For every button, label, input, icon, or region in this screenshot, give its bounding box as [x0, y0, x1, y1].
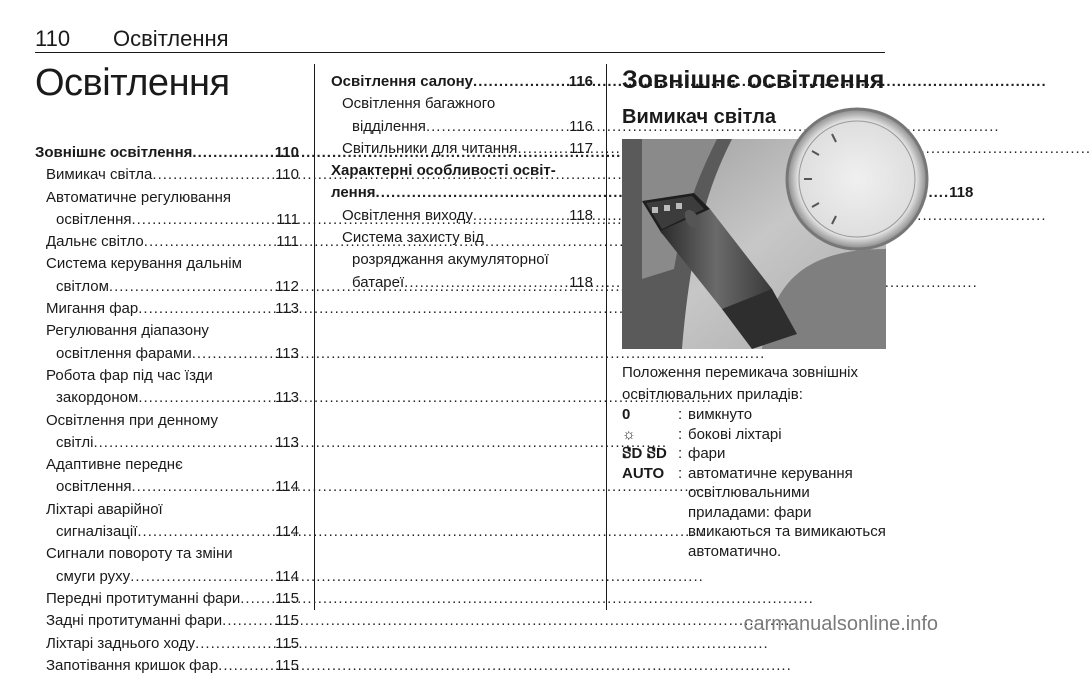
toc-leader-dots: [138, 387, 275, 409]
toc-entry-line: розряджання акумуляторної: [352, 251, 549, 269]
toc-entry: [35, 476, 299, 498]
legend-symbol: AUTO: [622, 464, 665, 482]
toc-leader-dots: [137, 521, 275, 543]
toc-entry: [35, 655, 299, 677]
light-switch-photo: [622, 139, 886, 349]
toc-leader-dots: [195, 633, 275, 655]
toc-page-number: 110: [275, 166, 299, 184]
toc-entry: [35, 610, 299, 632]
toc-entry: [331, 272, 593, 294]
toc-entry-line: Освітлення багажного: [342, 95, 496, 113]
toc-entry-line: Ліхтарі аварійної: [46, 500, 163, 518]
toc-entry-title: освітлення фарами: [56, 344, 192, 362]
toc-page-number: 115: [275, 612, 299, 630]
toc-entry: [35, 276, 299, 298]
toc-entry-title: сигналізації: [56, 523, 138, 541]
toc-leader-dots: [240, 588, 275, 610]
toc-entry-title: відділення: [352, 117, 426, 135]
toc-leader-dots: [131, 476, 275, 498]
legend-symbol: ꗟD ꗟD: [622, 445, 667, 462]
toc-entry-line: Система захисту від: [342, 229, 484, 247]
toc-entry: [331, 116, 593, 138]
legend-colon: :: [678, 445, 683, 462]
toc-entry-title: Ліхтарі заднього ходу: [46, 634, 196, 652]
toc-entry-title: Освітлення салону: [331, 73, 474, 90]
toc-entry: [35, 142, 299, 164]
toc-leader-dots: [473, 71, 569, 93]
toc-page-number: 113: [275, 389, 299, 407]
toc-entry-title: Вимикач світла: [46, 166, 153, 184]
toc-entry: [35, 209, 299, 231]
toc-entry-title: Запотівання кришок фар: [46, 656, 219, 674]
toc-entry-title: Мигання фар: [46, 300, 139, 318]
toc-entry-line: Сигнали повороту та зміни: [46, 545, 233, 563]
toc-page-number: 118: [569, 273, 593, 291]
toc-page-number: 110: [274, 144, 299, 161]
toc-entry-title: освітлення: [56, 478, 132, 496]
toc-entry-title: Світильники для читання: [342, 139, 518, 157]
legend-row: [622, 464, 886, 562]
toc-entry-title: освітлення: [56, 210, 132, 228]
toc-entry-title: батареї: [352, 273, 405, 291]
photo-caption: Положення перемикача зовнішніх освітлювальних приладів:: [622, 364, 858, 403]
toc-page-number: 112: [275, 277, 299, 295]
toc-entry: [35, 521, 299, 543]
chapter-title: Освітлення: [35, 62, 230, 104]
toc-entry-title: лення: [331, 184, 376, 202]
toc-entry-title: Передні протитуманні фари: [46, 589, 241, 607]
toc-leader-dots: [426, 116, 569, 138]
toc-page-number: 116: [568, 73, 593, 90]
legend-row: [622, 444, 886, 464]
toc-entry-title: Освітлення виходу: [342, 206, 473, 224]
watermark: carmanualsonline.info: [743, 613, 938, 635]
toc-leader-dots: [130, 566, 275, 588]
legend-row: [622, 405, 886, 425]
toc-page-number: 116: [569, 117, 593, 135]
legend-text: автоматичне керування освітлювальними приладами: фари вмикаються та вимикаються автоматично.: [688, 464, 886, 560]
toc-entry-title: закордоном: [56, 389, 139, 407]
toc-entry: [331, 182, 974, 204]
table-of-contents-left: [35, 142, 299, 677]
toc-entry-line: Робота фар під час їзди: [46, 366, 213, 384]
toc-entry-line: Автоматичне регулювання: [46, 188, 232, 206]
toc-entry: [35, 588, 299, 610]
toc-leader-dots: [138, 298, 275, 320]
toc-page-number: 114: [275, 567, 299, 585]
toc-entry: [35, 343, 299, 365]
section-title: Зовнішнє освітлення: [622, 66, 885, 94]
toc-entry-title: Зовнішнє освітлення: [35, 144, 193, 161]
toc-leader-dots: [222, 610, 275, 632]
legend-text: вимкнуто: [688, 406, 753, 423]
toc-page-number: 118: [569, 206, 593, 224]
toc-page-number: 113: [275, 433, 299, 451]
toc-page-number: 115: [275, 656, 299, 674]
legend-symbol: ☼: [622, 425, 636, 443]
legend-colon: :: [678, 406, 683, 423]
toc-entry: [35, 164, 299, 186]
toc-entry: [331, 138, 593, 160]
page-number: 110: [35, 26, 71, 51]
toc-entry: [35, 231, 299, 253]
toc-entry: [331, 205, 593, 227]
toc-page-number: 115: [275, 589, 299, 607]
legend-text: бокові ліхтарі: [688, 425, 782, 443]
toc-leader-dots: [93, 432, 275, 454]
toc-page-number: 117: [569, 139, 593, 157]
toc-entry-title: світлі: [56, 433, 94, 451]
toc-entry-line: Освітлення при денному: [46, 411, 218, 429]
toc-entry: [35, 566, 299, 588]
toc-page-number: 111: [276, 210, 299, 228]
toc-entry: [35, 432, 299, 454]
toc-leader-dots: [218, 655, 275, 677]
legend-colon: :: [678, 464, 683, 482]
light-switch-illustration: [622, 139, 886, 349]
toc-page-number: 115: [275, 634, 299, 652]
toc-entry-title: світлом: [56, 277, 109, 295]
legend-symbol: 0: [622, 406, 631, 423]
toc-entry: [35, 633, 299, 655]
toc-leader-dots: [192, 343, 275, 365]
toc-leader-dots: [152, 164, 275, 186]
toc-entry: [35, 298, 299, 320]
toc-page-number: 114: [275, 478, 299, 496]
subsection-title: Вимикач світла: [622, 106, 776, 128]
toc-leader-dots: [517, 138, 569, 160]
header-section-title: Освітлення: [113, 26, 229, 51]
toc-page-number: 111: [276, 233, 299, 251]
toc-entry-line: Характерні особливості освіт-: [331, 162, 556, 180]
toc-page-number: 114: [275, 523, 299, 541]
toc-entry: [331, 71, 593, 93]
toc-page-number: 118: [949, 184, 974, 202]
page-header: [35, 22, 885, 52]
toc-entry-line: Адаптивне переднє: [46, 456, 183, 474]
toc-leader-dots: [131, 209, 276, 231]
legend-colon: :: [678, 425, 683, 443]
header-divider: [35, 52, 885, 53]
toc-leader-dots: [192, 142, 274, 164]
toc-leader-dots: [404, 272, 569, 294]
toc-leader-dots: [144, 231, 276, 253]
toc-entry-line: Система керування дальнім: [46, 255, 242, 273]
toc-page-number: 113: [275, 344, 299, 362]
toc-leader-dots: [473, 205, 569, 227]
legend-text: фари: [688, 445, 726, 462]
switch-positions-legend: [622, 405, 886, 561]
toc-entry-title: Дальнє світло: [46, 233, 144, 251]
toc-entry-title: Задні протитуманні фари: [46, 612, 223, 630]
toc-entry: [35, 387, 299, 409]
toc-page-number: 113: [275, 300, 299, 318]
legend-row: [622, 425, 886, 445]
toc-entry-line: Регулювання діапазону: [46, 322, 209, 340]
toc-entry-title: смуги руху: [56, 567, 131, 585]
toc-leader-dots: [109, 276, 275, 298]
